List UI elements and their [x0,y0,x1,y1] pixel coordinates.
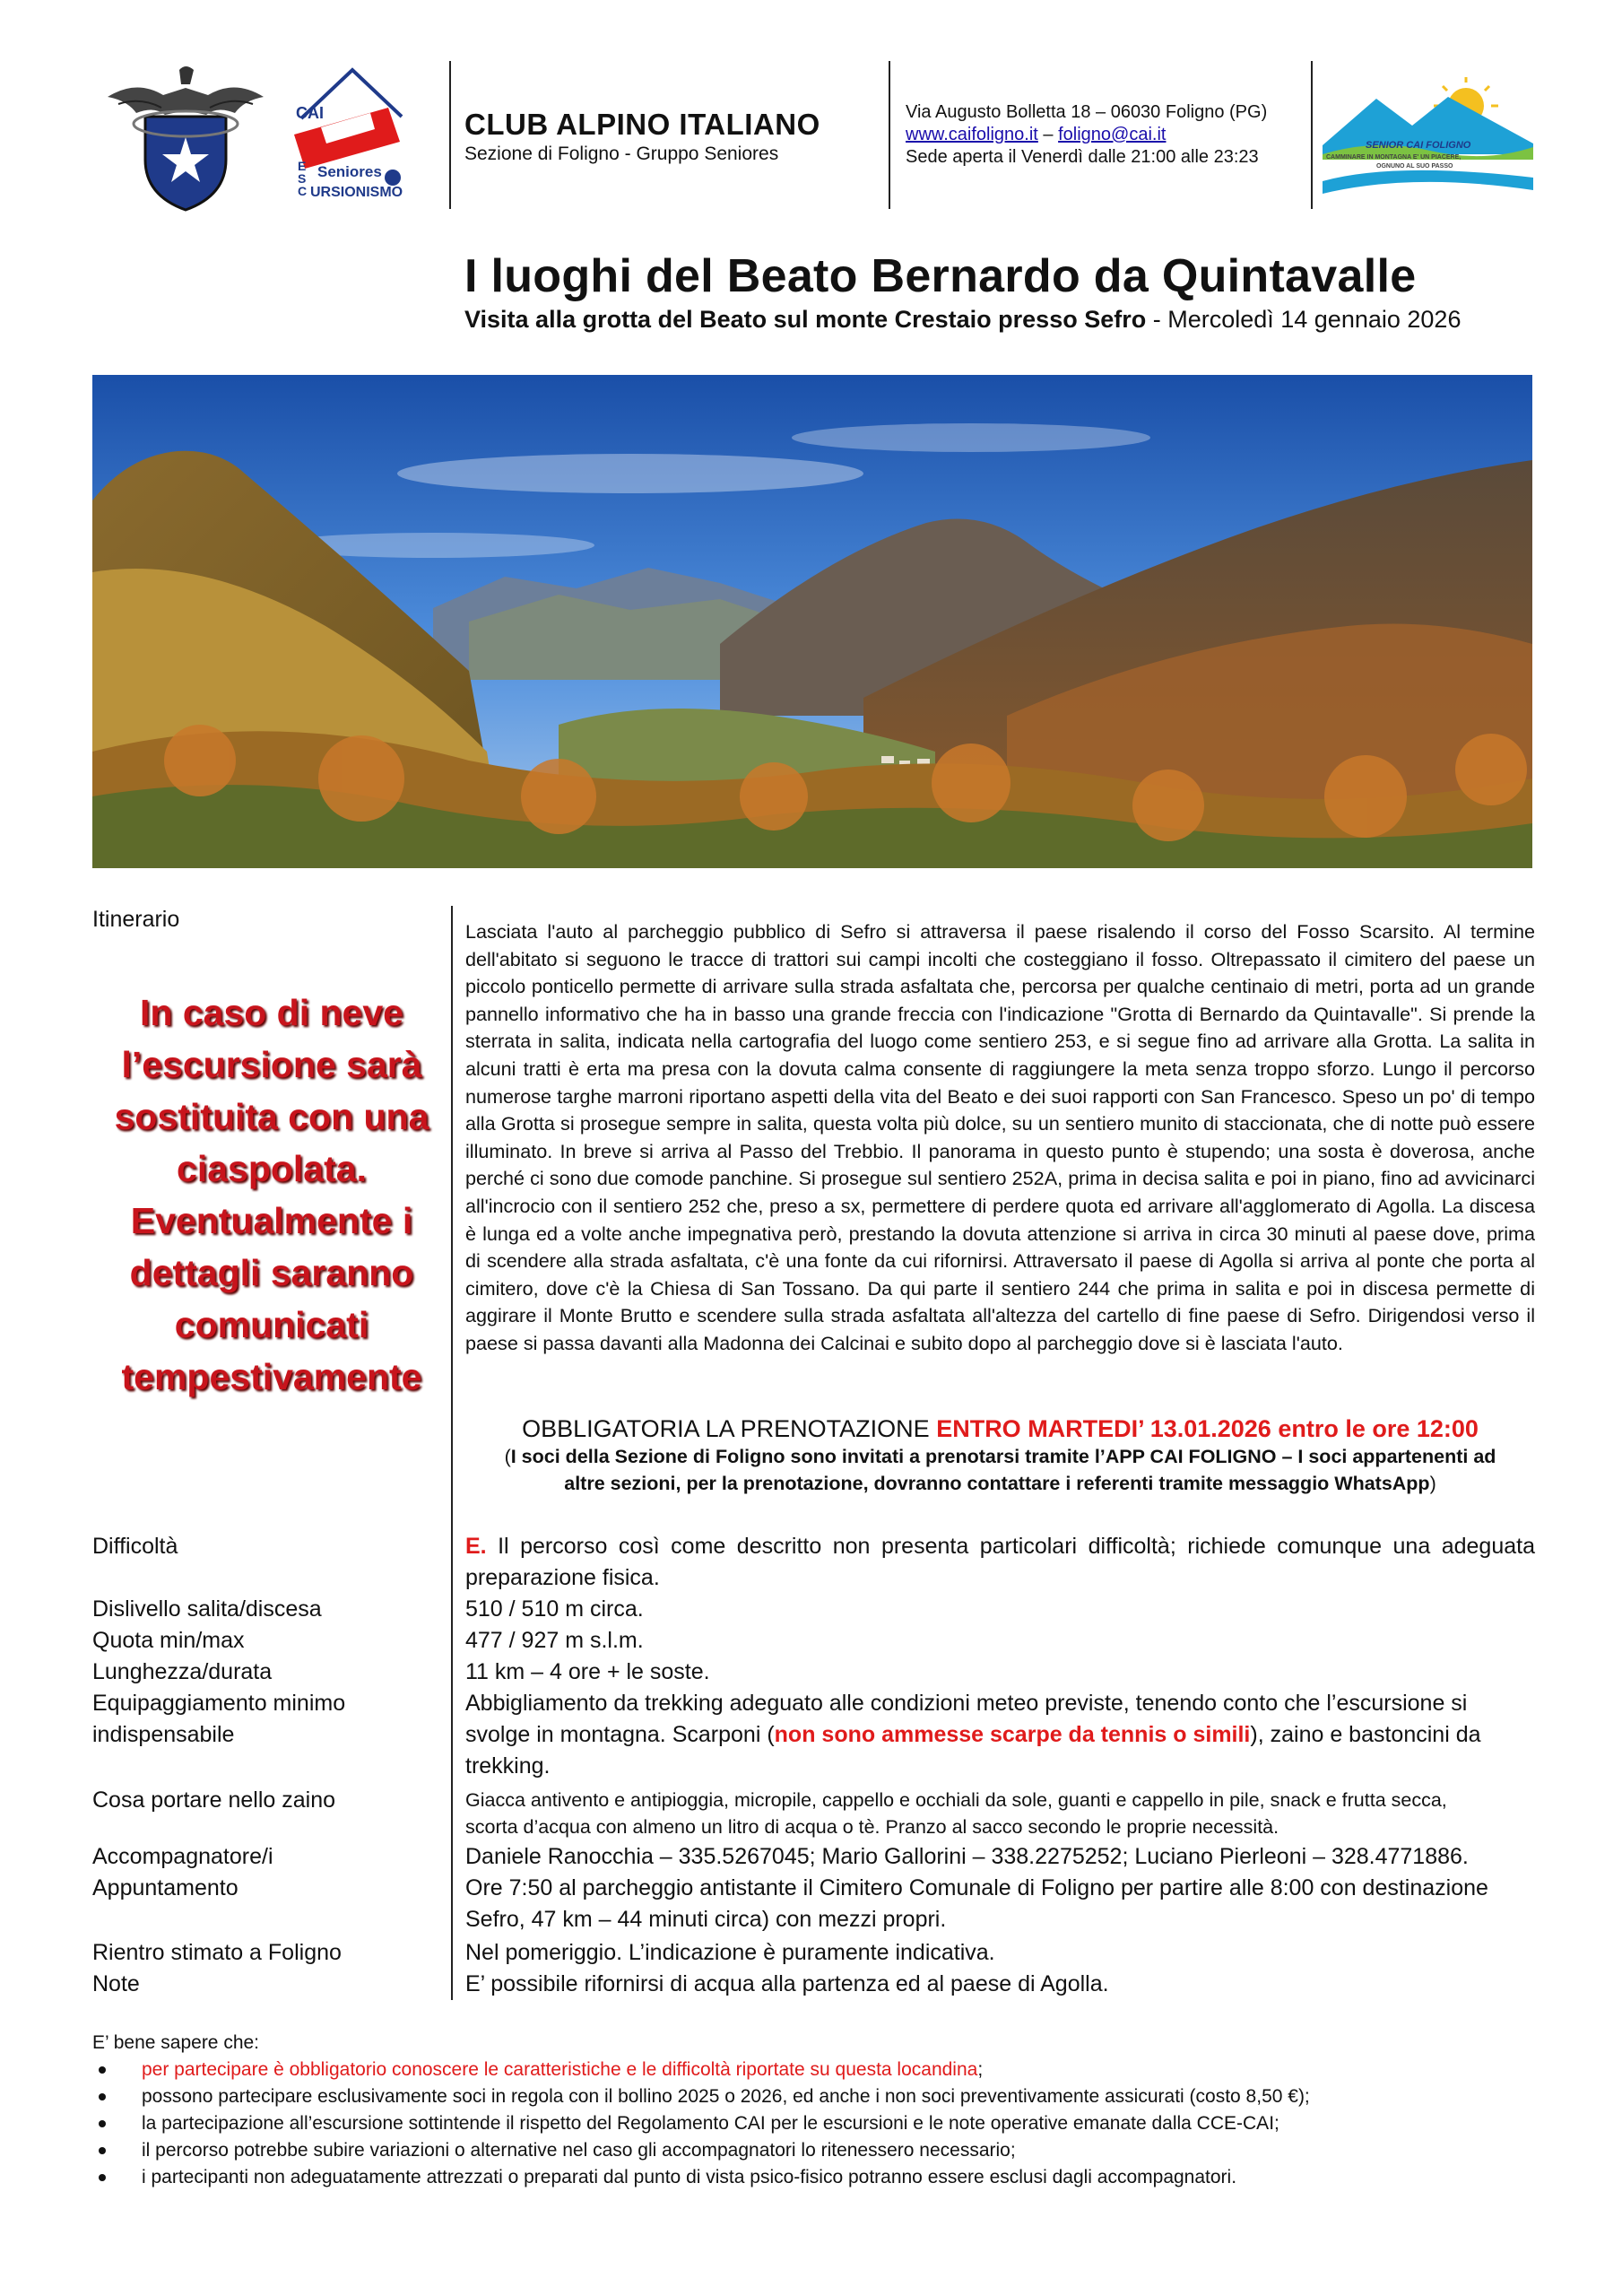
itinerario-label: Itinerario [92,907,180,932]
notes-intro: E’ bene sapere che: [92,2032,260,2053]
hours-line: Sede aperta il Venerdì dalle 21:00 alle 23:23 [906,147,1259,167]
accompagnatori-label: Accompagnatore/i [92,1844,273,1869]
lunghezza-value: 11 km – 4 ore + le soste. [465,1659,710,1684]
equipaggiamento-label [92,1688,345,1751]
senior-mountains-sun-icon [1323,72,1533,197]
esc-seniores-text: Seniores [317,163,382,180]
rientro-value: Nel pomeriggio. L’indicazione è puramente indicativa. [465,1940,995,1965]
booking-deadline: ENTRO MARTEDI’ 13.01.2026 entro le ore 12:00 [936,1415,1479,1442]
header-divider-3 [1311,61,1313,209]
notes-item: la partecipazione all’escursione sottintende il rispetto del Regolamento CAI per le escursioni e le note operative emanate dalla CCE-CAI; [142,2110,1527,2137]
notes-list [92,2057,1527,2191]
appuntamento-label: Appuntamento [92,1875,239,1900]
lunghezza-label: Lunghezza/durata [92,1659,273,1684]
notes-block [92,2030,1527,2191]
senior-logo-line1: CAMMINARE IN MONTAGNA E' UN PIACERE, [1326,154,1462,161]
notes-item-text: per partecipare è obbligatorio conoscere le caratteristiche e le difficoltà riportate su questa locandina [142,2059,978,2080]
body-divider [451,906,453,2000]
itinerary-text: Lasciata l'auto al parcheggio pubblico di Sefro si attraversa il paese risalendo il corso del Fosso Scarsito. Al termine dell'abitato si seguono le tracce di trattori sui campi incolti che costeggiano il fosso. Oltrepassato il cimitero del paese un piccolo ponticello permette di arrivare sulla strada asfaltata che, percorsa per qualche centinaio di metri, porta ad un grande pannello informativo che ha in basso una grande freccia con l'indicazione "Grotta di Bernardo da Quintavalle". Si prende la sterrata in salita, indicata nella cartografia del luogo come sentiero 253, e si segue fino ad arrivare alla Grotta. La salita in alcuni tratti è erta ma presa con la dovuta calma consente di raggiungere la meta senza troppo sforzo. Lungo il percorso numerose targhe marroni riportano aspetti della vita del Beato e dei suoi rapporti con San Francesco. Speso un po' di tempo alla Grotta si prosegue sempre in salita, questa volta più dolce, su un sentiero munito di staccionata, che di notte può essere illuminato. In breve si arriva al Passo del Trebbio. Il panorama in questo punto è stupendo; una sosta è doverosa, anche perché ci sono due comode panchine. Si prosegue sul sentiero 252A, prima in decisa salita e poi in piano, fino ad avvicinarci all'incrocio con il sentiero 252 che, preso a sx, permettere di perdere quota ed arrivare all'agglomerato di Agolla. La discesa è lunga ed a volte anche impegnativa però, prestando la dovuta attenzione si arriva in circa 30 minuti al paese dove, prima di scendere alla strada asfaltata, c'è una fonte da cui rifornirsi. Attraversato il paese di Agolla si arriva al ponte che porta al cimitero, dove c'è la Chiesa di San Tossano. Da qui parte il sentiero 244 che prima in salita e poi in discesa permette di aggirare il Monte Brutto e scendere sulla strada asfaltata all'altezza del cartello di fine paese di Sefro. Dirigendosi verso il paese si passa davanti alla Madonna dei Calcinai e subito dopo al parcheggio dove si è lasciata l'auto. [465,920,1535,1354]
page-title: I luoghi del Beato Bernardo da Quintavalle [464,250,1417,302]
equip-warning: non sono ammesse scarpe da tennis o simili [774,1722,1251,1747]
equipaggiamento-label-2: indispensabile [92,1722,235,1747]
note-value: E’ possibile rifornirsi di acqua alla partenza ed al paese di Agolla. [465,1971,1109,1996]
equipaggiamento-value [465,1688,1496,1782]
booking-line1 [465,1415,1535,1443]
booking-paren-close: ) [1429,1473,1436,1494]
notes-item-suffix: ; [977,2059,984,2080]
booking-block [465,1415,1535,1497]
escursionismo-logo [285,63,421,206]
booking-required: OBBLIGATORIA LA PRENOTAZIONE [522,1415,937,1442]
page-subtitle [464,306,1461,334]
dislivello-value: 510 / 510 m circa. [465,1596,644,1622]
booking-paren-open: ( [504,1446,511,1467]
difficolta-value [465,1531,1535,1594]
senior-foligno-logo [1323,72,1533,197]
quota-value: 477 / 927 m s.l.m. [465,1628,644,1653]
accompagnatori-value: Daniele Ranocchia – 335.5267045; Mario Gallorini – 338.2275252; Luciano Pierleoni – 328.4771886. [465,1844,1469,1869]
subtitle-date: - Mercoledì 14 gennaio 2026 [1146,306,1462,333]
contact-block [906,101,1318,169]
link-sep: – [1037,125,1059,144]
esc-letters-text: ESC [298,159,308,198]
snow-notice: In caso di neve l’escursione sarà sostituita con una ciaspolata. Eventualmente i dettagli saranno comunicati tempestivamente [114,992,429,1397]
appuntamento-value: Ore 7:50 al parcheggio antistante il Cimitero Comunale di Foligno per partire alle 8:00 con destinazione Sefro, 47 km – 44 minuti circa) con mezzi propri. [465,1875,1488,1932]
esc-cai-text: CAI [296,104,324,122]
senior-logo-title: SENIOR CAI FOLIGNO [1366,140,1471,151]
links-line [906,124,1318,146]
difficolta-label: Difficoltà [92,1534,178,1559]
rientro-label: Rientro stimato a Foligno [92,1940,342,1965]
notes-item [142,2057,1527,2083]
difficolta-grade: E. [465,1534,487,1559]
header-divider-2 [889,61,890,209]
subtitle-bold: Visita alla grotta del Beato sul monte Crestaio presso Sefro [464,306,1147,333]
difficolta-text: Il percorso così come descritto non presenta particolari difficoltà; richiede comunque una adeguata preparazione fisica. [465,1534,1535,1590]
equip-text-2: ), zaino e bastoncini da trekking. [465,1722,1481,1779]
header-divider-1 [449,61,451,209]
booking-instructions: I soci della Sezione di Foligno sono invitati a prenotarsi tramite l’APP CAI FOLIGNO – I soci appartenenti ad altre sezioni, per la prenotazione, dovranno contattare i referenti tramite messaggio WhatsApp [510,1446,1496,1494]
equipaggiamento-label-1: Equipaggiamento minimo [92,1691,346,1716]
cai-logo [100,61,271,213]
zaino-label: Cosa portare nello zaino [92,1787,335,1813]
cai-eagle-star-icon [100,61,271,213]
esc-word-text: URSIONISMO [310,185,403,200]
quota-label: Quota min/max [92,1628,245,1653]
equip-text-1: Abbigliamento da trekking adeguato alle condizioni meteo previste, tenendo conto che l’escursione si svolge in montagna. Scarponi ( [465,1691,1468,1747]
address-line: Via Augusto Bolletta 18 – 06030 Foligno (PG) [906,102,1268,122]
org-name: CLUB ALPINO ITALIANO [464,108,820,141]
notes-item: il percorso potrebbe subire variazioni o alternative nel caso gli accompagnatori lo ritenessero necessario; [142,2137,1527,2164]
email-link[interactable]: foligno@cai.it [1058,125,1167,144]
booking-line2 [465,1443,1535,1497]
org-subtitle: Sezione di Foligno - Gruppo Seniores [464,144,779,164]
dislivello-label: Dislivello salita/discesa [92,1596,322,1622]
mountain-landscape-illustration [92,375,1532,868]
website-link[interactable]: www.caifoligno.it [906,125,1038,144]
note-label: Note [92,1971,140,1996]
notes-item: possono partecipare esclusivamente soci in regola con il bollino 2025 o 2026, ed anche i non soci preventivamente assicurati (costo 8,50 €); [142,2083,1527,2110]
zaino-value: Giacca antivento e antipioggia, micropile, cappello e occhiali da sole, guanti e cappello in pile, snack e frutta secca, scorta d’acqua con almeno un litro di acqua o tè. Pranzo al sacco secondo le proprie necessità. [465,1789,1447,1838]
notes-item: i partecipanti non adeguatamente attrezzati o preparati dal punto di vista psico-fisico potranno essere esclusi dagli accompagnatori. [142,2164,1527,2191]
senior-logo-line2: OGNUNO AL SUO PASSO [1376,163,1453,170]
hero-landscape-image [92,375,1532,868]
